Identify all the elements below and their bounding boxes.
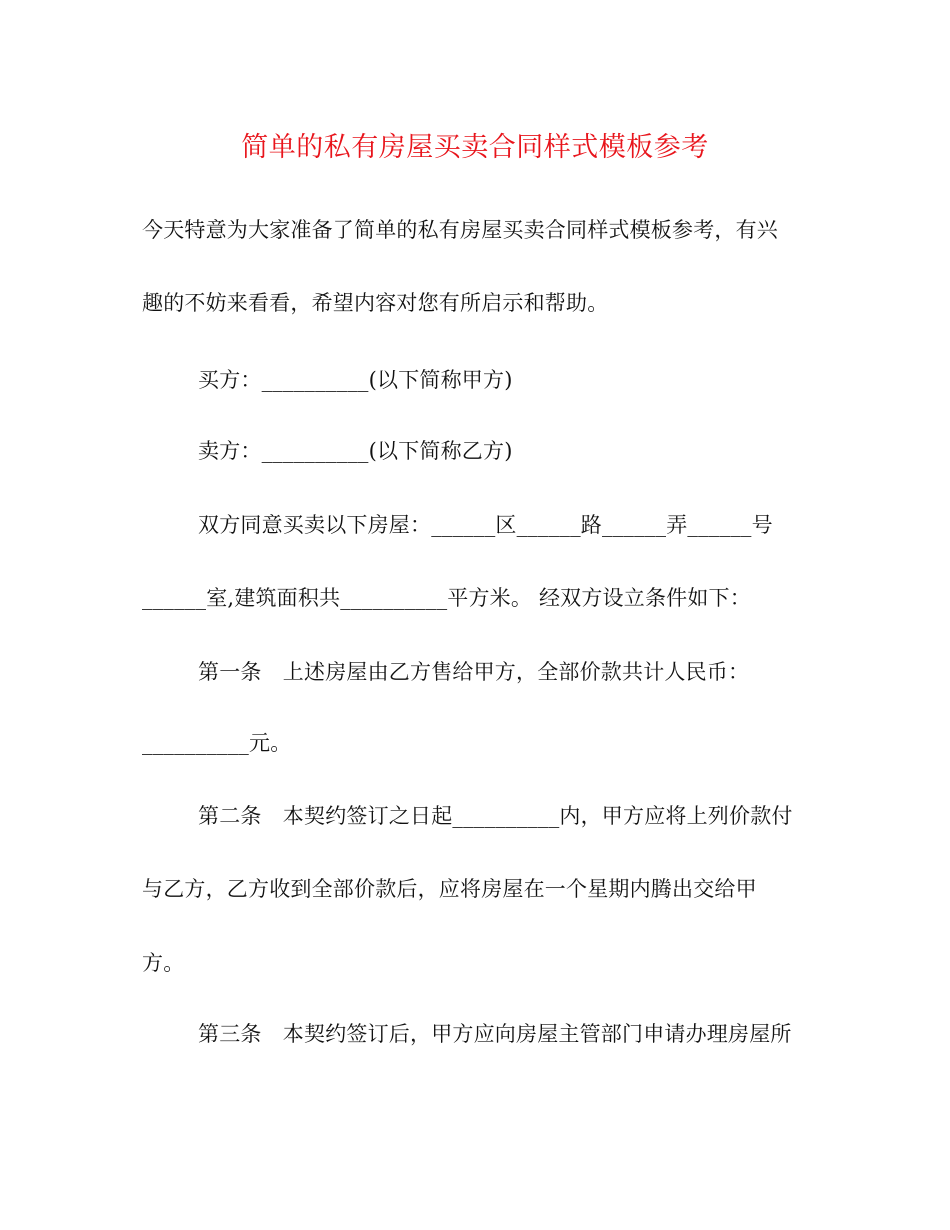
article1-line-1: 第一条 上述房屋由乙方售给甲方，全部价款共计人民币：	[198, 660, 750, 684]
article2-line-3: 方。	[142, 951, 185, 975]
document-title: 简单的私有房屋买卖合同样式模板参考	[241, 132, 709, 163]
article1-line-2: __________元。	[142, 731, 292, 755]
buyer-line: 买方：__________(以下简称甲方)	[198, 368, 513, 392]
seller-line: 卖方：__________(以下简称乙方)	[198, 439, 513, 463]
article2-line-2: 与乙方，乙方收到全部价款后，应将房屋在一个星期内腾出交给甲	[142, 877, 757, 901]
intro-line-2: 趣的不妨来看看，希望内容对您有所启示和帮助。	[142, 291, 609, 315]
property-line-2: ______室,建筑面积共__________平方米。 经双方设立条件如下：	[142, 586, 751, 610]
article3-line-1: 第三条 本契约签订后，甲方应向房屋主管部门申请办理房屋所	[198, 1022, 792, 1046]
property-line-1: 双方同意买卖以下房屋：______区______路______弄______号	[198, 513, 773, 537]
intro-line-1: 今天特意为大家准备了简单的私有房屋买卖合同样式模板参考，有兴	[142, 218, 778, 242]
article2-line-1: 第二条 本契约签订之日起__________内，甲方应将上列价款付	[198, 804, 793, 828]
